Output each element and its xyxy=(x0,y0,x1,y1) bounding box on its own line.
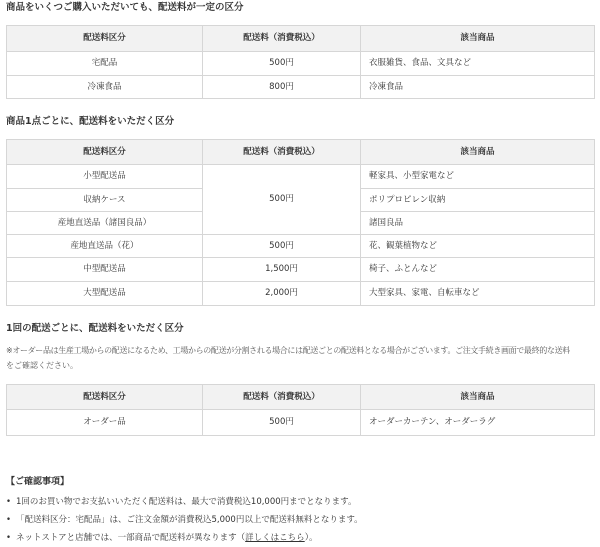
category-cell: 冷凍食品 xyxy=(7,76,203,99)
table-row xyxy=(7,52,595,76)
category-cell: 宅配品 xyxy=(7,52,203,76)
bullet-icon: • xyxy=(6,515,12,525)
category-cell: 小型配送品 xyxy=(7,165,203,189)
note-line: ※オーダー品は生産工場からの配送になるため、工場からの配送が分割される場合には配送ごとの配送料となる場合がございます。ご注文手続き画面で最終的な送料 xyxy=(6,346,570,355)
column-header: 配送料区分 xyxy=(7,140,203,165)
table-row xyxy=(7,235,595,258)
fee-cell: 1,500円 xyxy=(203,258,361,282)
category-cell: 産地直送品（諸国良品） xyxy=(7,212,203,235)
section2-title: 商品1点ごとに、配送料をいただく区分 xyxy=(6,116,175,127)
list-item-text: ネットストアと店舗では、一部商品で配送料が異なります（ xyxy=(16,533,246,543)
table-row xyxy=(7,76,595,99)
column-header: 該当商品 xyxy=(361,385,595,410)
list-item-text: 「配送料区分：宅配品」は、ご注文金額が消費税込5,000円以上で配送料無料となります。 xyxy=(16,515,363,525)
section1-title: 商品をいくつご購入いただいても、配送料が一定の区分 xyxy=(6,2,244,13)
column-header: 該当商品 xyxy=(361,26,595,52)
list-item xyxy=(6,511,594,529)
confirm-title: 【ご確認事項】 xyxy=(6,477,70,487)
order-note xyxy=(6,343,594,373)
table-header-row xyxy=(7,140,595,165)
details-link[interactable]: 詳しくはこちら xyxy=(245,533,305,543)
column-header: 該当商品 xyxy=(361,140,595,165)
items-cell: 衣服雑貨、食品、文具など xyxy=(361,52,595,76)
note-line: をご確認ください。 xyxy=(6,361,78,370)
fee-cell: 500円 xyxy=(203,52,361,76)
table-row xyxy=(7,410,595,436)
category-cell: 中型配送品 xyxy=(7,258,203,282)
fee-cell: 500円 xyxy=(203,235,361,258)
items-cell: 諸国良品 xyxy=(361,212,595,235)
bullet-icon: • xyxy=(6,533,12,543)
table-fixed-shipping xyxy=(6,25,595,99)
list-item xyxy=(6,529,594,547)
table-row xyxy=(7,282,595,306)
items-cell: 軽家具、小型家電など xyxy=(361,165,595,189)
confirm-list xyxy=(6,493,594,547)
section3-title: 1回の配送ごとに、配送料をいただく区分 xyxy=(6,323,184,334)
column-header: 配送料（消費税込） xyxy=(203,385,361,410)
category-cell: 大型配送品 xyxy=(7,282,203,306)
items-cell: 冷凍食品 xyxy=(361,76,595,99)
column-header: 配送料（消費税込） xyxy=(203,140,361,165)
fee-cell: 800円 xyxy=(203,76,361,99)
table-header-row xyxy=(7,385,595,410)
items-cell: 花、観葉植物など xyxy=(361,235,595,258)
column-header: 配送料（消費税込） xyxy=(203,26,361,52)
fee-cell: 500円 xyxy=(203,410,361,436)
category-cell: オーダー品 xyxy=(7,410,203,436)
category-cell: 収納ケース xyxy=(7,189,203,212)
table-per-delivery-shipping xyxy=(6,384,595,436)
items-cell: ポリプロピレン収納 xyxy=(361,189,595,212)
table-header-row xyxy=(7,26,595,52)
table-per-item-shipping xyxy=(6,139,595,306)
table-row xyxy=(7,165,595,189)
items-cell: 椅子、ふとんなど xyxy=(361,258,595,282)
fee-cell: 500円 xyxy=(203,165,361,235)
fee-cell: 2,000円 xyxy=(203,282,361,306)
list-item xyxy=(6,493,594,511)
items-cell: 大型家具、家電、自転車など xyxy=(361,282,595,306)
table-row xyxy=(7,258,595,282)
list-item-text: 1回のお買い物でお支払いいただく配送料は、最大で消費税込10,000円までとなります。 xyxy=(16,497,357,507)
column-header: 配送料区分 xyxy=(7,26,203,52)
items-cell: オーダーカーテン、オーダーラグ xyxy=(361,410,595,436)
list-item-tail: ）。 xyxy=(304,533,318,543)
bullet-icon: • xyxy=(6,497,12,507)
column-header: 配送料区分 xyxy=(7,385,203,410)
category-cell: 産地直送品（花） xyxy=(7,235,203,258)
